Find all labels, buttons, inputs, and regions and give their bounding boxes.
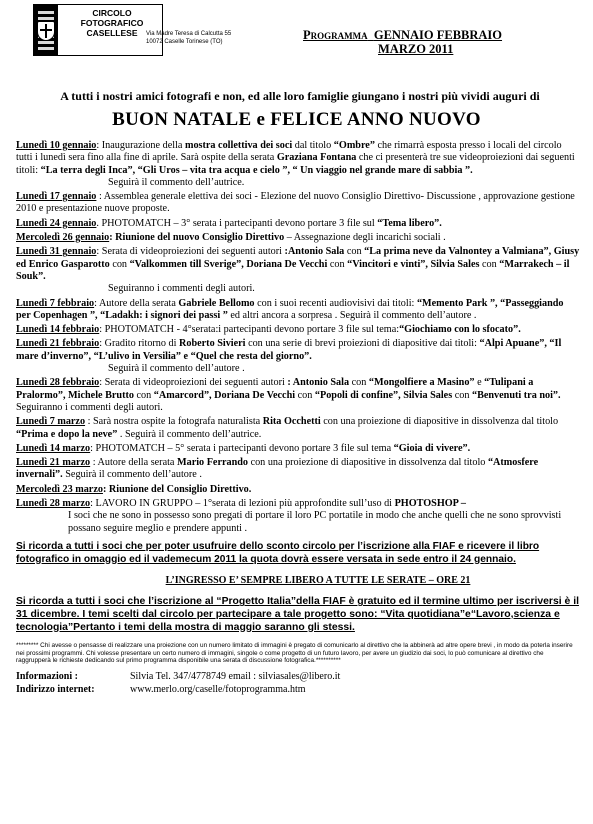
program-months-2: MARZO 2011	[378, 42, 454, 56]
event-date: Lunedì 24 gennaio	[16, 217, 97, 229]
club-address	[146, 31, 231, 46]
event-date: Lunedì 31 gennaio	[16, 246, 97, 258]
event-mar-23	[16, 484, 580, 496]
event-text: : Serata di videoproiezioni dei seguenti autori	[96, 246, 285, 258]
event-date: Lunedì 21 marzo	[16, 457, 91, 469]
event-feb-07	[16, 298, 580, 323]
event-text: : LAVORO IN GRUPPO – 1°serata	[90, 498, 236, 510]
crest-icon	[37, 21, 55, 41]
event-date: Lunedì 10 gennaio	[16, 140, 97, 151]
event-text: i partecipanti devono portare 3 file sul	[216, 217, 378, 229]
event-text: di lezioni più approfondite sull’uso di	[235, 498, 395, 510]
event-text: con	[109, 258, 130, 270]
event-mar-28	[16, 498, 580, 535]
event-jan-17	[16, 191, 580, 216]
event-date: Lunedì 14 febbraio	[16, 324, 100, 336]
event-bold: : Riunione del nuovo Consiglio Direttivo	[109, 232, 285, 244]
event-text: con	[452, 389, 472, 401]
event-bold: Graziana Fontana	[276, 152, 357, 164]
event-bold: “Amarcord”, Doriana De Vecchi	[153, 389, 296, 401]
event-text: con	[479, 258, 500, 270]
event-jan-26	[16, 232, 580, 244]
event-bold: Mario Ferrando	[177, 457, 249, 469]
event-text: i partecipanti devono portare 3 file sul tema	[210, 442, 394, 454]
free-entry-notice: L’INGRESSO E’ SEMPRE LIBERO A TUTTE LE SERATE – ORE 21	[165, 575, 471, 587]
event-text: con i suoi recenti audiovisivi dai titoli:	[254, 297, 417, 309]
event-text: che rimarrà esposta presso i locali del circolo tutti i lunedì sera fino alla fine di aprile. Sarà ospite della serata	[16, 140, 562, 164]
event-date: Mercoledì 23 marzo	[16, 483, 103, 495]
event-bold: “Benvenuti tra noi”.	[471, 389, 561, 401]
event-bold: “Atmosfere invernali”.	[16, 457, 539, 481]
event-bold: mostra collettiva dei soci	[184, 140, 293, 151]
event-text: : Autore della serata	[94, 297, 179, 309]
event-bold: Rita Occhetti	[262, 416, 321, 428]
fiaf-notice: Si ricorda a tutti i soci che per poter usufruire dello sconto circolo per l’iscrizione alla FIAF e ricevere il libro fotografico in omaggio ed il vademecum 2011 la quota dovrà essere versata in sede entro il 24 gennaio.	[16, 540, 540, 565]
event-bold: “Prima e dopo la neve”	[16, 428, 118, 440]
event-text: con	[133, 389, 154, 401]
event-jan-10	[16, 140, 580, 189]
event-bold: “Ombre”	[333, 140, 375, 151]
club-line-3: CASELLESE	[86, 28, 138, 38]
event-text: con	[327, 258, 348, 270]
event-text: con una serie di brevi proiezioni di diapositive dai titoli:	[245, 338, 480, 350]
event-mar-21	[16, 457, 580, 482]
event-date: Lunedì 28 marzo	[16, 498, 91, 510]
event-bold: : Antonio Sala	[287, 377, 350, 389]
event-bold: : Assemblea generale elettiva dei soci - Elezione del nuovo Consiglio Direttivo- Discussione , approvazione gestione 2010 e presentazione nuove proposte.	[16, 191, 575, 215]
headline: BUON NATALE e FELICE ANNO NUOVO	[112, 109, 481, 130]
fine-print: ********* Chi avesse o pensasse di realizzare una proiezione con un numero limitato di immagini è pregato di comunicarlo al direttivo che la abbinerà ad altre opere brevi , in modo da poterla inserire nei prossimi programmi. Chi volesse presentare un certo numero di immagini, singole o come progetto di un futuro lavoro, per avere un giudizio dai soci, lo può comunicare al direttivo che raggrupperà le richieste dedicando sul primo programma disponibile una serata di discussione fotografica.**********	[16, 642, 573, 665]
event-bold: “Mongolfiere a Masino”	[368, 377, 475, 389]
program-title	[303, 28, 583, 56]
event-text: con	[344, 246, 365, 258]
event-note: Seguirà il commento dell’autrice.	[108, 176, 245, 188]
event-date: Mercoledì 26 gennaio	[16, 232, 110, 244]
address-line-2: 10072 Caselle Torinese (TO)	[146, 38, 223, 45]
event-date: Lunedì 7 febbraio	[16, 297, 95, 309]
event-text: : Sarà nostra ospite la fotografa naturalista	[85, 416, 263, 428]
event-text: : Serata di videoproiezioni dei seguenti autori	[99, 377, 288, 389]
event-bold: “Valkommen till Sverige”, Doriana De Vecchi	[129, 258, 328, 270]
event-text: – Assegnazione degli incarichi sociali .	[284, 232, 446, 244]
event-text: dal titolo	[292, 140, 334, 151]
event-bold: “Tulipani a Pralormo”, Michele Brutto	[16, 377, 534, 401]
event-list	[16, 140, 580, 696]
contact-info	[16, 670, 580, 696]
event-text: e	[474, 377, 485, 389]
event-bold: “Marrakech – il Souk”.	[16, 258, 570, 282]
website-link[interactable]: www.merlo.org/caselle/fotoprogramma.htm	[130, 683, 306, 695]
event-note: I soci che ne sono in possesso sono pregati di portare il loro PC portatile in modo che anche quelli che ne sono sprovvisti possano seguire meglio e prendere appunti .	[68, 510, 562, 534]
event-text: ed altri ancora a sorpresa . Seguirà il commento dell’autore .	[227, 309, 477, 321]
event-jan-31	[16, 246, 580, 295]
club-line-2: FOTOGRAFICO	[80, 18, 144, 28]
event-text: . PHOTOMATCH – 3° serata	[96, 217, 217, 229]
event-text: con una proiezione di diapositive in dissolvenza dal titolo	[320, 416, 559, 428]
event-bold: : Riunione del Consiglio Direttivo.	[102, 483, 252, 495]
event-text: con	[295, 389, 315, 401]
event-mar-07	[16, 416, 580, 441]
event-text: : Autore della serata	[90, 457, 177, 469]
event-bold: “La prima neve da Valnontey a Valmiana”, Giusy ed Enrico Gasparotto	[16, 246, 580, 270]
event-note: Seguiranno i commenti degli autori.	[108, 283, 255, 295]
event-mar-14	[16, 443, 580, 455]
event-text: : Gradito ritorno di	[99, 338, 180, 350]
event-bold: “Giochiamo con lo sfocato”.	[399, 324, 521, 336]
event-feb-28	[16, 377, 580, 414]
event-bold: “Gioia di vivere”.	[393, 442, 471, 454]
event-text: : PHOTOMATCH - 4°serata	[99, 324, 216, 336]
event-text: con	[349, 377, 369, 389]
program-months-1: GENNAIO FEBBRAIO	[373, 28, 503, 42]
event-bold: “Memento Park ”, “Passeggiando per Copenhagen ”, “Ladakh: i signori dei passi ”	[16, 297, 564, 321]
event-feb-14	[16, 324, 580, 336]
event-date: Lunedì 7 marzo	[16, 416, 86, 428]
event-bold: PHOTOSHOP –	[394, 498, 466, 510]
website-label: Indirizzo internet:	[16, 683, 95, 695]
address-line-1: Via Madre Teresa di Calcutta 55	[146, 31, 232, 37]
event-jan-24	[16, 218, 580, 230]
event-bold: “Alpi Apuane”, “Il mare d’inverno”, “L’ulivo in Versilia” e “Quel che resta del giorno”.	[16, 338, 562, 362]
event-text: . Seguirà il commento dell’autrice.	[117, 428, 262, 440]
event-date: Lunedì 17 gennaio	[16, 191, 97, 203]
event-bold: Roberto Sivieri	[179, 338, 246, 350]
event-date: Lunedì 14 marzo	[16, 442, 91, 454]
event-bold: Gabriele Bellomo	[178, 297, 255, 309]
event-bold: “Vincitori e vinti”, Silvia Sales	[347, 258, 480, 270]
info-label: Informazioni :	[16, 670, 78, 682]
event-feb-21	[16, 338, 580, 375]
event-bold: “Popoli di confine”, Silvia Sales	[314, 389, 453, 401]
event-note: Seguirà il commento dell’autore .	[108, 363, 245, 375]
event-text: Seguirà il commento dell’autore .	[62, 469, 202, 481]
program-word: Programma	[303, 28, 368, 42]
event-bold: :Antonio Sala	[284, 246, 345, 258]
event-text: con una proiezione di diapositive in dissolvenza dal titolo	[248, 457, 488, 469]
event-text: :i partecipanti devono portare 3 file sul tema:	[215, 324, 400, 336]
event-text: che ci presenterà tre sue videoproiezioni dai seguenti titoli:	[16, 152, 575, 176]
club-logo	[33, 4, 163, 56]
progetto-italia-notice: Si ricorda a tutti i soci che l’iscrizione al “Progetto Italia”della FIAF è gratuito ed il termine ultimo per iscriversi è il 31 dicembre. I temi scelti dal circolo per partecipare a tale progetto sono: “Vita quotidiana”e“Lavoro,scienza e tecnologia”Pertanto i temi della mostra di maggio saranno gli stessi.	[16, 596, 579, 633]
info-contact: Silvia Tel. 347/4778749 email : silviasales@libero.it	[130, 670, 341, 682]
greeting: A tutti i nostri amici fotografi e non, ed alle loro famiglie giungano i nostri più vividi auguri di	[60, 89, 540, 103]
event-bold: “Tema libero”.	[377, 217, 442, 229]
club-line-1: CIRCOLO	[92, 8, 132, 18]
event-bold: “La terra degli Inca”, “Gli Uros – vita tra acqua e cielo ”, “ Un viaggio nel grande mare di sabbia ”.	[40, 164, 473, 176]
event-text: Seguiranno i commenti degli autori.	[16, 401, 163, 413]
event-date: Lunedì 21 febbraio	[16, 338, 100, 350]
event-text: : Inaugurazione della	[96, 140, 185, 151]
event-date: Lunedì 28 febbraio	[16, 377, 100, 389]
event-text: : PHOTOMATCH – 5° serata	[90, 442, 211, 454]
